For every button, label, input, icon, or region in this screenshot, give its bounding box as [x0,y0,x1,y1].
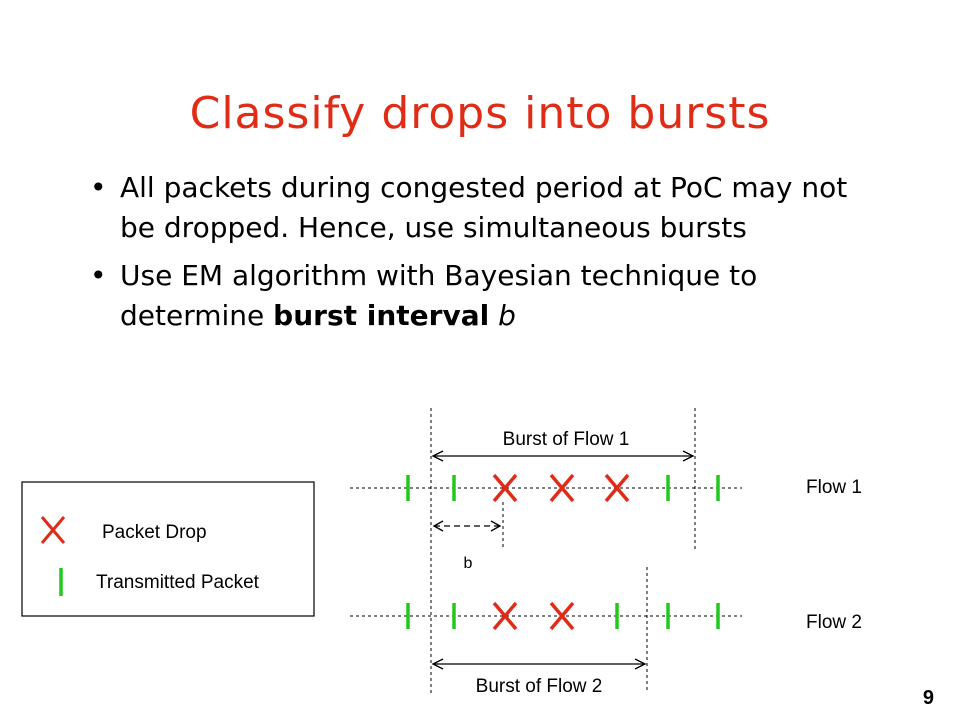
legend-transmitted-label: Transmitted Packet [96,572,259,593]
legend-drop-icon [42,517,64,543]
flow1-packets [408,475,718,501]
page-number: 9 [922,687,934,709]
flow2-packets [408,603,718,629]
flow1-label: Flow 1 [806,477,862,498]
bullet-text: Use EM algorithm with Bayesian technique to determine [120,259,758,332]
bullet-dot: • [90,259,107,292]
flow2-burst-label: Burst of Flow 2 [475,676,603,697]
legend-box [22,482,314,616]
interval-b-arrow [434,521,500,531]
flow1-burst-label: Burst of Flow 1 [502,429,630,450]
bullet-text: All packets during congested period at PoC may not be dropped. Hence, use simultaneous bursts [120,171,848,244]
bullet-dot: • [90,171,107,204]
bullet-bold-term: burst interval [273,299,490,332]
interval-b-label: b [463,555,473,572]
slide-title: Classify drops into bursts [189,88,771,139]
flow1-burst-arrow [433,451,693,461]
legend-drop-label: Packet Drop [102,522,207,543]
flow2-label: Flow 2 [806,612,862,633]
bullet-italic-term: b [498,299,516,332]
flow2-burst-arrow [433,659,645,669]
